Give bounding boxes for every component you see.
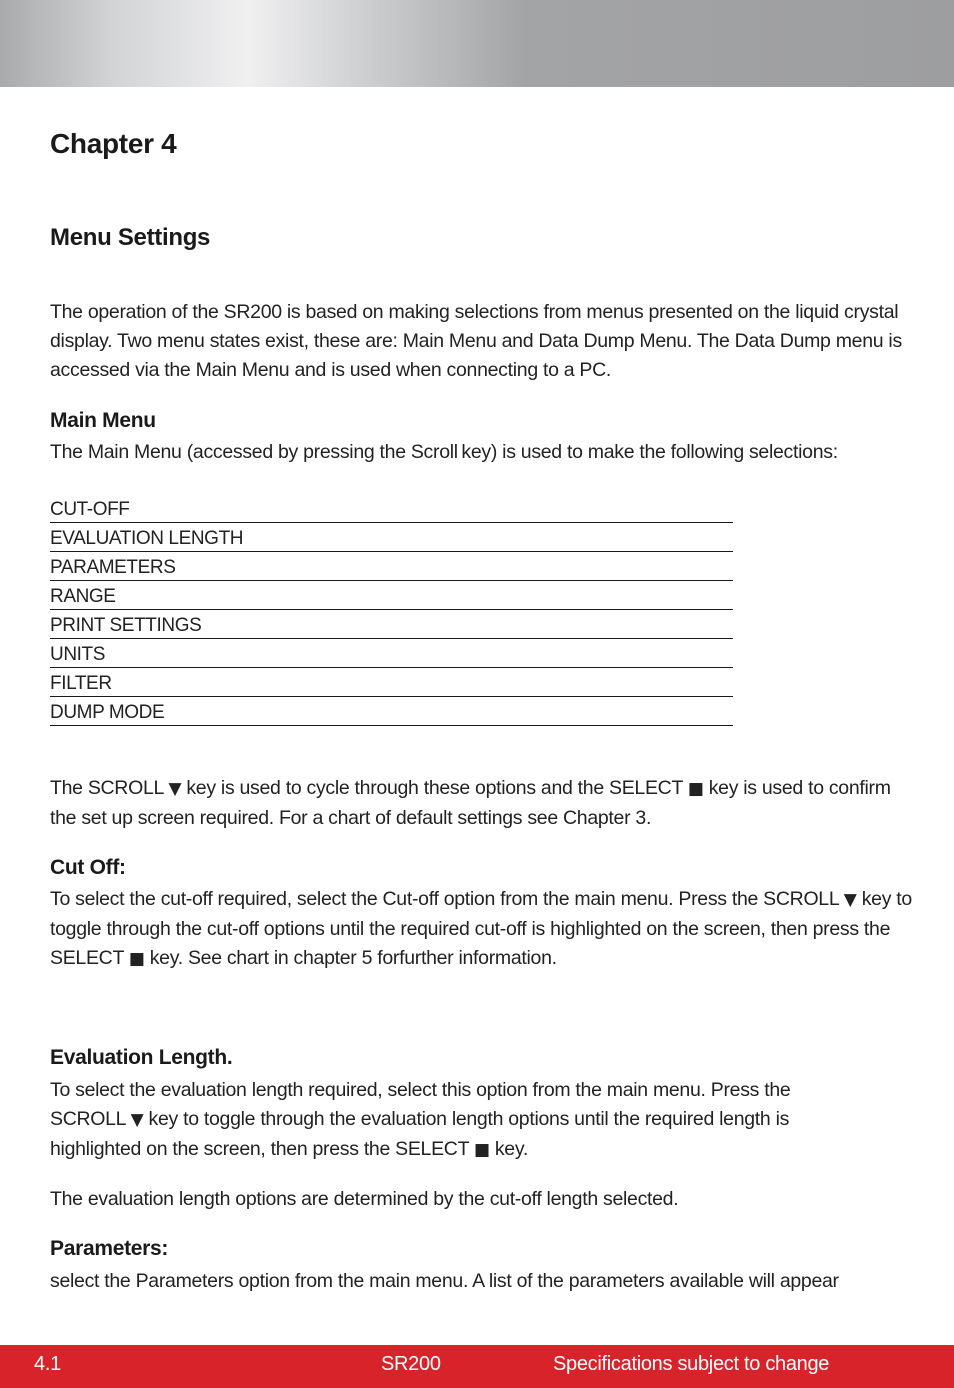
section-title: Menu Settings [50,224,211,251]
scroll-down-icon: ▼ [168,779,182,799]
footer-note: Specifications subject to change [553,1353,830,1375]
menu-item-print-settings: PRINT SETTINGS [50,610,733,639]
intro-paragraph: The operation of the SR200 is based on making selections from menus presented on the liquid crystal display. Two menu states exist, these are: Main Menu and Data Dump Menu. The Data Dump menu is accessed via the Main Menu and is used when connecting to a PC. [50,301,902,381]
model-name: SR200 [381,1353,441,1375]
scroll-down-icon: ▼ [130,1110,144,1130]
page-number: 4.1 [34,1353,61,1375]
main-menu-text: The Main Menu (accessed by pressing the Scroll key) is used to make the following selections: [50,441,838,463]
main-menu-heading: Main Menu [50,409,156,432]
cut-off-heading: Cut Off: [50,856,126,879]
footer-band [0,1345,954,1388]
cut-off-paragraph: To select the cut-off required, select the Cut-off option from the main menu. Press the SCROLL ▼ key to toggle through the cut-off options until the required cut-off is highlighted on the screen, then press the SELECT ■ key. See chart in chapter 5 forfurther information. [50,888,912,969]
menu-item-range: RANGE [50,581,733,610]
chapter-title: Chapter 4 [50,128,177,159]
scroll-select-paragraph: The SCROLL ▼ key is used to cycle through these options and the SELECT ■ key is used to confirm the set up screen required. For a chart of default settings see Chapter 3. [50,777,891,829]
scroll-down-icon: ▼ [843,890,857,910]
select-square-icon: ■ [128,949,145,969]
evaluation-length-heading: Evaluation Length. [50,1046,233,1069]
menu-item-dump-mode: DUMP MODE [50,697,733,726]
menu-item-cut-off: CUT-OFF [50,494,733,523]
header-band [0,0,954,87]
evaluation-length-paragraph: To select the evaluation length required, select this option from the main menu. Press the SCROLL ▼ key to toggle through the evaluation length options until the required length is highlighted on the screen, then press the SELECT ■ key. [50,1079,791,1160]
menu-item-filter: FILTER [50,668,733,697]
select-square-icon: ■ [473,1140,490,1160]
parameters-heading: Parameters: [50,1237,169,1260]
parameters-paragraph: select the Parameters option from the main menu. A list of the parameters available will appear [50,1270,839,1292]
evaluation-length-note: The evaluation length options are determined by the cut-off length selected. [50,1188,679,1210]
select-square-icon: ■ [687,779,704,799]
main-menu-list [50,494,733,726]
menu-item-units: UNITS [50,639,733,668]
menu-item-evaluation-length: EVALUATION LENGTH [50,523,733,552]
menu-item-parameters: PARAMETERS [50,552,733,581]
